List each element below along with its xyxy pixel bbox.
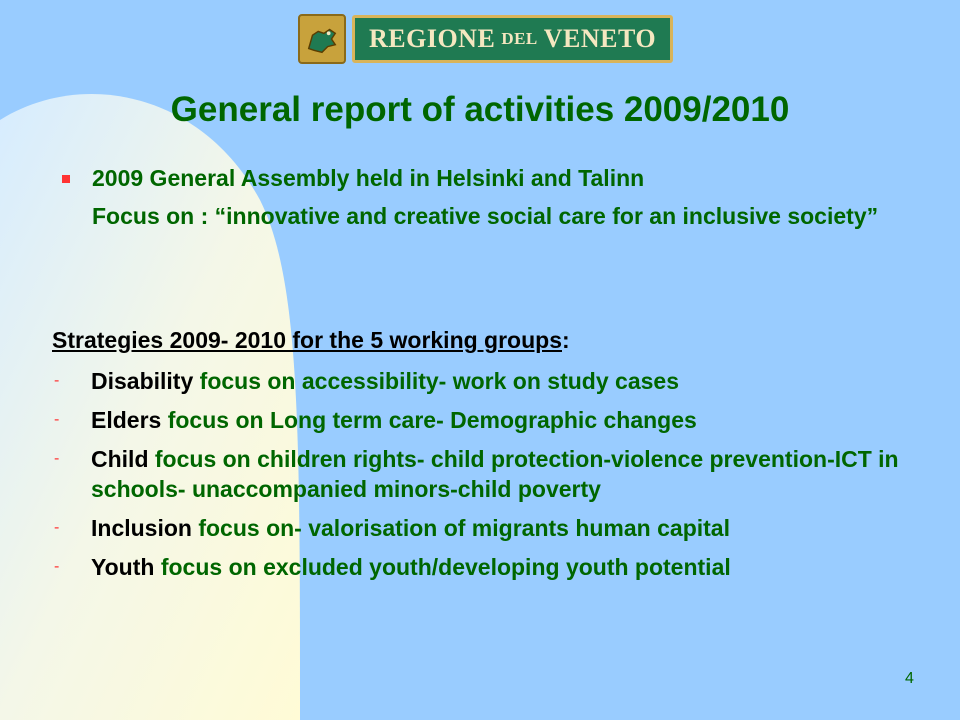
lion-crest-icon — [298, 14, 346, 64]
bullet-square-icon — [62, 175, 70, 183]
dash-bullet-icon: - — [54, 558, 60, 575]
dash-bullet-icon: - — [54, 450, 60, 467]
dash-bullet-icon: - — [54, 372, 60, 389]
group-keyword: Child — [91, 446, 149, 472]
list-item — [52, 513, 922, 543]
group-description: focus on accessibility- work on study cases — [193, 368, 679, 394]
list-item — [52, 444, 922, 504]
slide-title: General report of activities 2009/2010 — [170, 90, 790, 129]
list-item — [52, 366, 922, 396]
group-keyword: Inclusion — [91, 515, 192, 541]
logo-text-veneto: VENETO — [543, 24, 657, 53]
group-keyword: Disability — [91, 368, 194, 394]
regione-veneto-logo — [298, 14, 673, 64]
intro-line-assembly: 2009 General Assembly held in Helsinki and Talinn — [92, 165, 645, 191]
intro-bullet — [62, 163, 932, 231]
group-description: focus on children rights- child protection-violence prevention-ICT in schools- unaccompanied minors-child poverty — [91, 446, 899, 502]
strategies-colon: : — [562, 327, 570, 353]
logo-text-del: DEL — [501, 29, 538, 48]
strategies-heading: Strategies 2009- 2010 for the 5 working groups — [52, 327, 562, 353]
logo-text-regione: REGIONE — [369, 24, 496, 53]
group-keyword: Elders — [91, 407, 162, 433]
working-groups-list — [52, 366, 922, 591]
list-item — [52, 552, 922, 582]
list-item — [52, 405, 922, 435]
group-keyword: Youth — [91, 554, 155, 580]
group-description: focus on excluded youth/developing youth potential — [154, 554, 731, 580]
strategies-heading-row — [52, 325, 932, 355]
page-number: 4 — [905, 670, 914, 687]
dash-bullet-icon: - — [54, 519, 60, 536]
group-description: focus on Long term care- Demographic changes — [161, 407, 697, 433]
dash-bullet-icon: - — [54, 411, 60, 428]
intro-line-focus: Focus on : “innovative and creative social care for an inclusive society” — [92, 203, 879, 229]
logo-banner — [352, 15, 673, 63]
group-description: focus on- valorisation of migrants human capital — [191, 515, 730, 541]
